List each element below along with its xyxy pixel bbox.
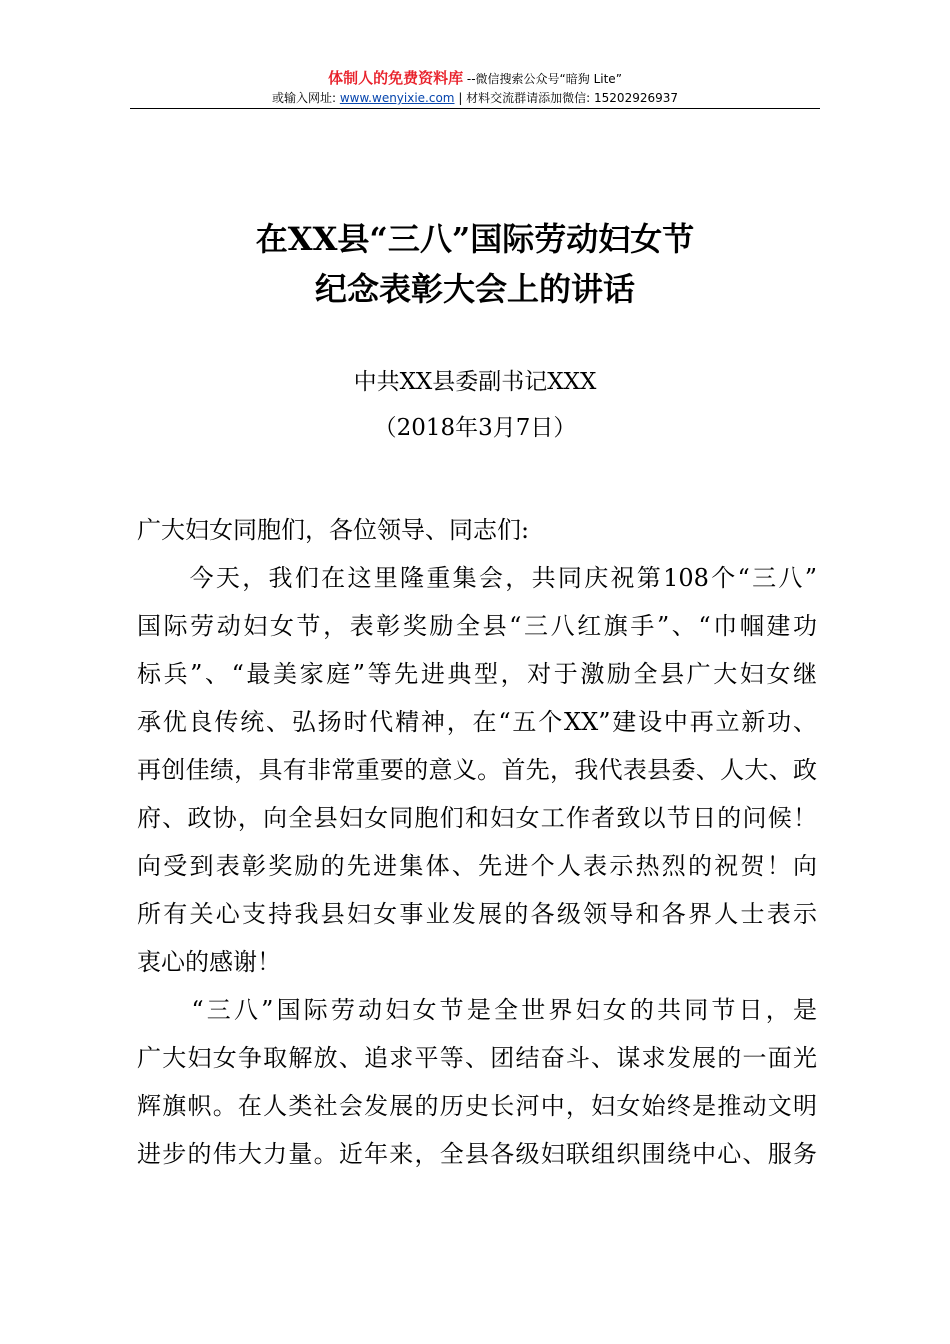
document-author: 中共XX县委副书记XXX <box>353 369 597 395</box>
header-website-link[interactable]: www.wenyixie.com <box>339 91 455 105</box>
title-line-2: 纪念表彰大会上的讲话 <box>314 270 635 308</box>
paragraph-1 <box>137 554 817 986</box>
paragraph-line: 广大妇女争取解放、追求平等、团结奋斗、谋求发展的一面光 <box>137 1044 817 1072</box>
header-brand: 体制人的免费资料库 <box>328 69 464 87</box>
header-tagline: --微信搜索公众号“暗狗 Lite” <box>463 72 622 86</box>
paragraph-line: 向受到表彰奖励的先进集体、先进个人表示热烈的祝贺！向 <box>137 852 817 880</box>
paragraph-line: 进步的伟大力量。近年来，全县各级妇联组织围绕中心、服务 <box>137 1140 817 1168</box>
header-line2-prefix: 或输入网址: <box>271 91 340 105</box>
paragraph-line: 所有关心支持我县妇女事业发展的各级领导和各界人士表示 <box>137 900 817 928</box>
paragraph-line: 府、政协，向全县妇女同胞们和妇女工作者致以节日的问候！ <box>137 804 817 832</box>
header-line2-suffix: | 材料交流群请添加微信: 15202926937 <box>454 91 679 105</box>
paragraph-line: “三八”国际劳动妇女节是全世界妇女的共同节日，是 <box>137 996 817 1024</box>
paragraph-line: 衷心的感谢！ <box>137 948 281 976</box>
page-header <box>130 68 820 107</box>
header-divider <box>130 108 820 109</box>
document-body <box>137 506 817 1178</box>
paragraph-2 <box>137 986 817 1178</box>
header-line-1 <box>130 68 820 89</box>
paragraph-line: 辉旗帜。在人类社会发展的历史长河中，妇女始终是推动文明 <box>137 1092 817 1120</box>
title-line-1: 在XX县“三八”国际劳动妇女节 <box>255 220 695 258</box>
paragraph-line: 承优良传统、弘扬时代精神，在“五个XX”建设中再立新功、 <box>137 708 817 736</box>
paragraph-line: 再创佳绩，具有非常重要的意义。首先，我代表县委、人大、政 <box>137 756 817 784</box>
paragraph-line: 国际劳动妇女节，表彰奖励全县“三八红旗手”、“巾帼建功 <box>137 612 817 640</box>
document-title <box>0 214 950 314</box>
header-line-2 <box>130 89 820 107</box>
document-date: （2018年3月7日） <box>373 415 577 441</box>
paragraph-line: 今天，我们在这里隆重集会，共同庆祝第108个“三八” <box>137 564 817 592</box>
salutation: 广大妇女同胞们，各位领导、同志们: <box>137 516 530 544</box>
paragraph-line: 标兵”、“最美家庭”等先进典型，对于激励全县广大妇女继 <box>137 660 817 688</box>
